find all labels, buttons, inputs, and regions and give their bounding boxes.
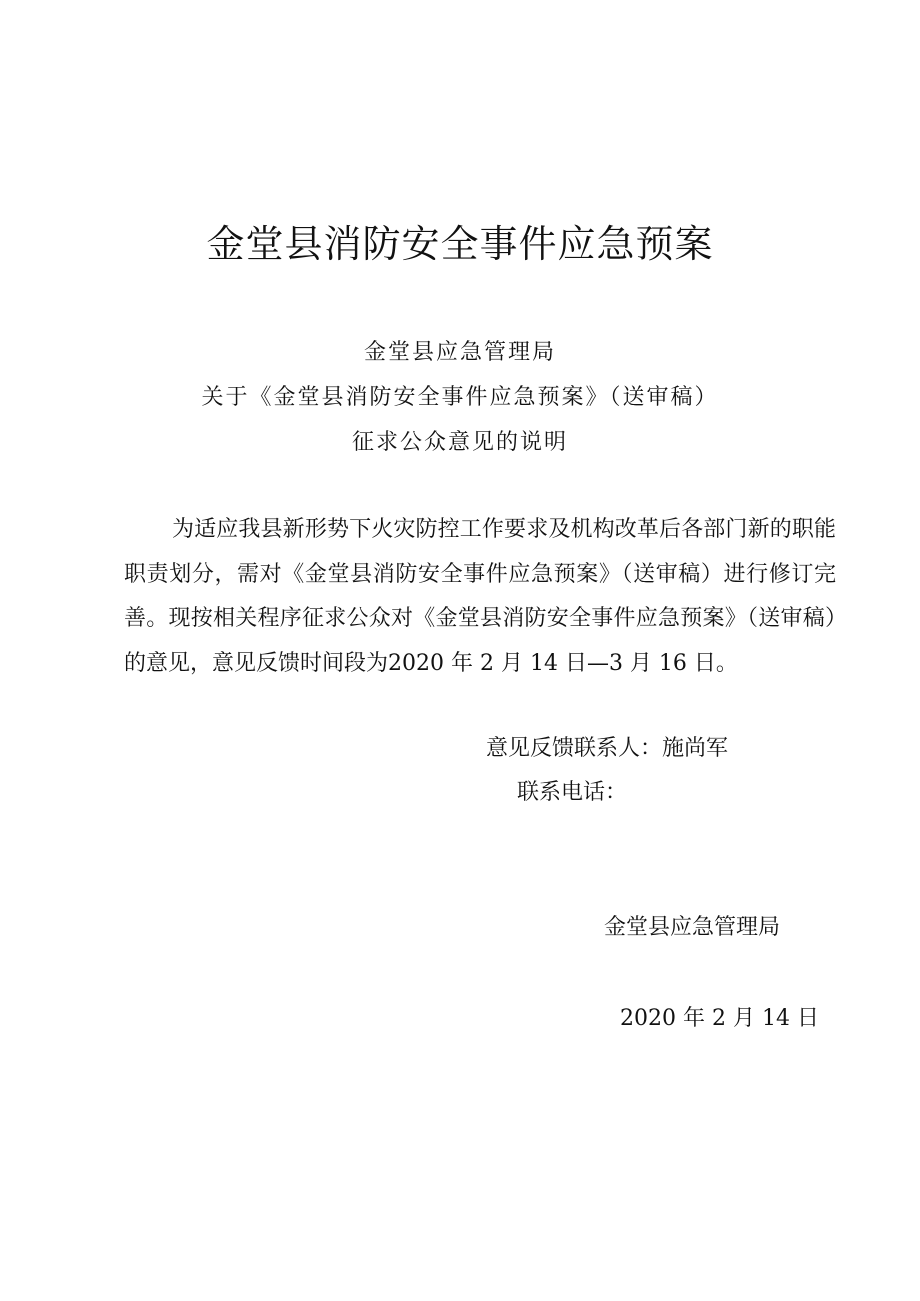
issue-date: 2020 年 2 月 14 日	[620, 1006, 819, 1031]
subheading-purpose: 征求公众意见的说明	[351, 430, 568, 455]
body-paragraph: 为适应我县新形势下火灾防控工作要求及机构改革后各部门新的职能职责划分，需对《金堂县消防安全事件应急预案》（送审稿）进行修订完善。现按相关程序征求公众对《金堂县消防安全事件应急预案》（送审稿）的意见，意见反馈时间段为2020 年 2 月 14 日—3 月 16 日。	[124, 517, 836, 676]
subheading-issuer: 金堂县应急管理局	[363, 340, 556, 365]
contact-phone: 联系电话：	[517, 780, 628, 805]
contact-person: 意见反馈联系人：施尚军	[486, 736, 729, 761]
subheading-subject: 关于《金堂县消防安全事件应急预案》（送审稿）	[201, 385, 719, 410]
document-title: 金堂县消防安全事件应急预案	[206, 222, 714, 266]
issuer-signature: 金堂县应急管理局	[604, 915, 781, 940]
